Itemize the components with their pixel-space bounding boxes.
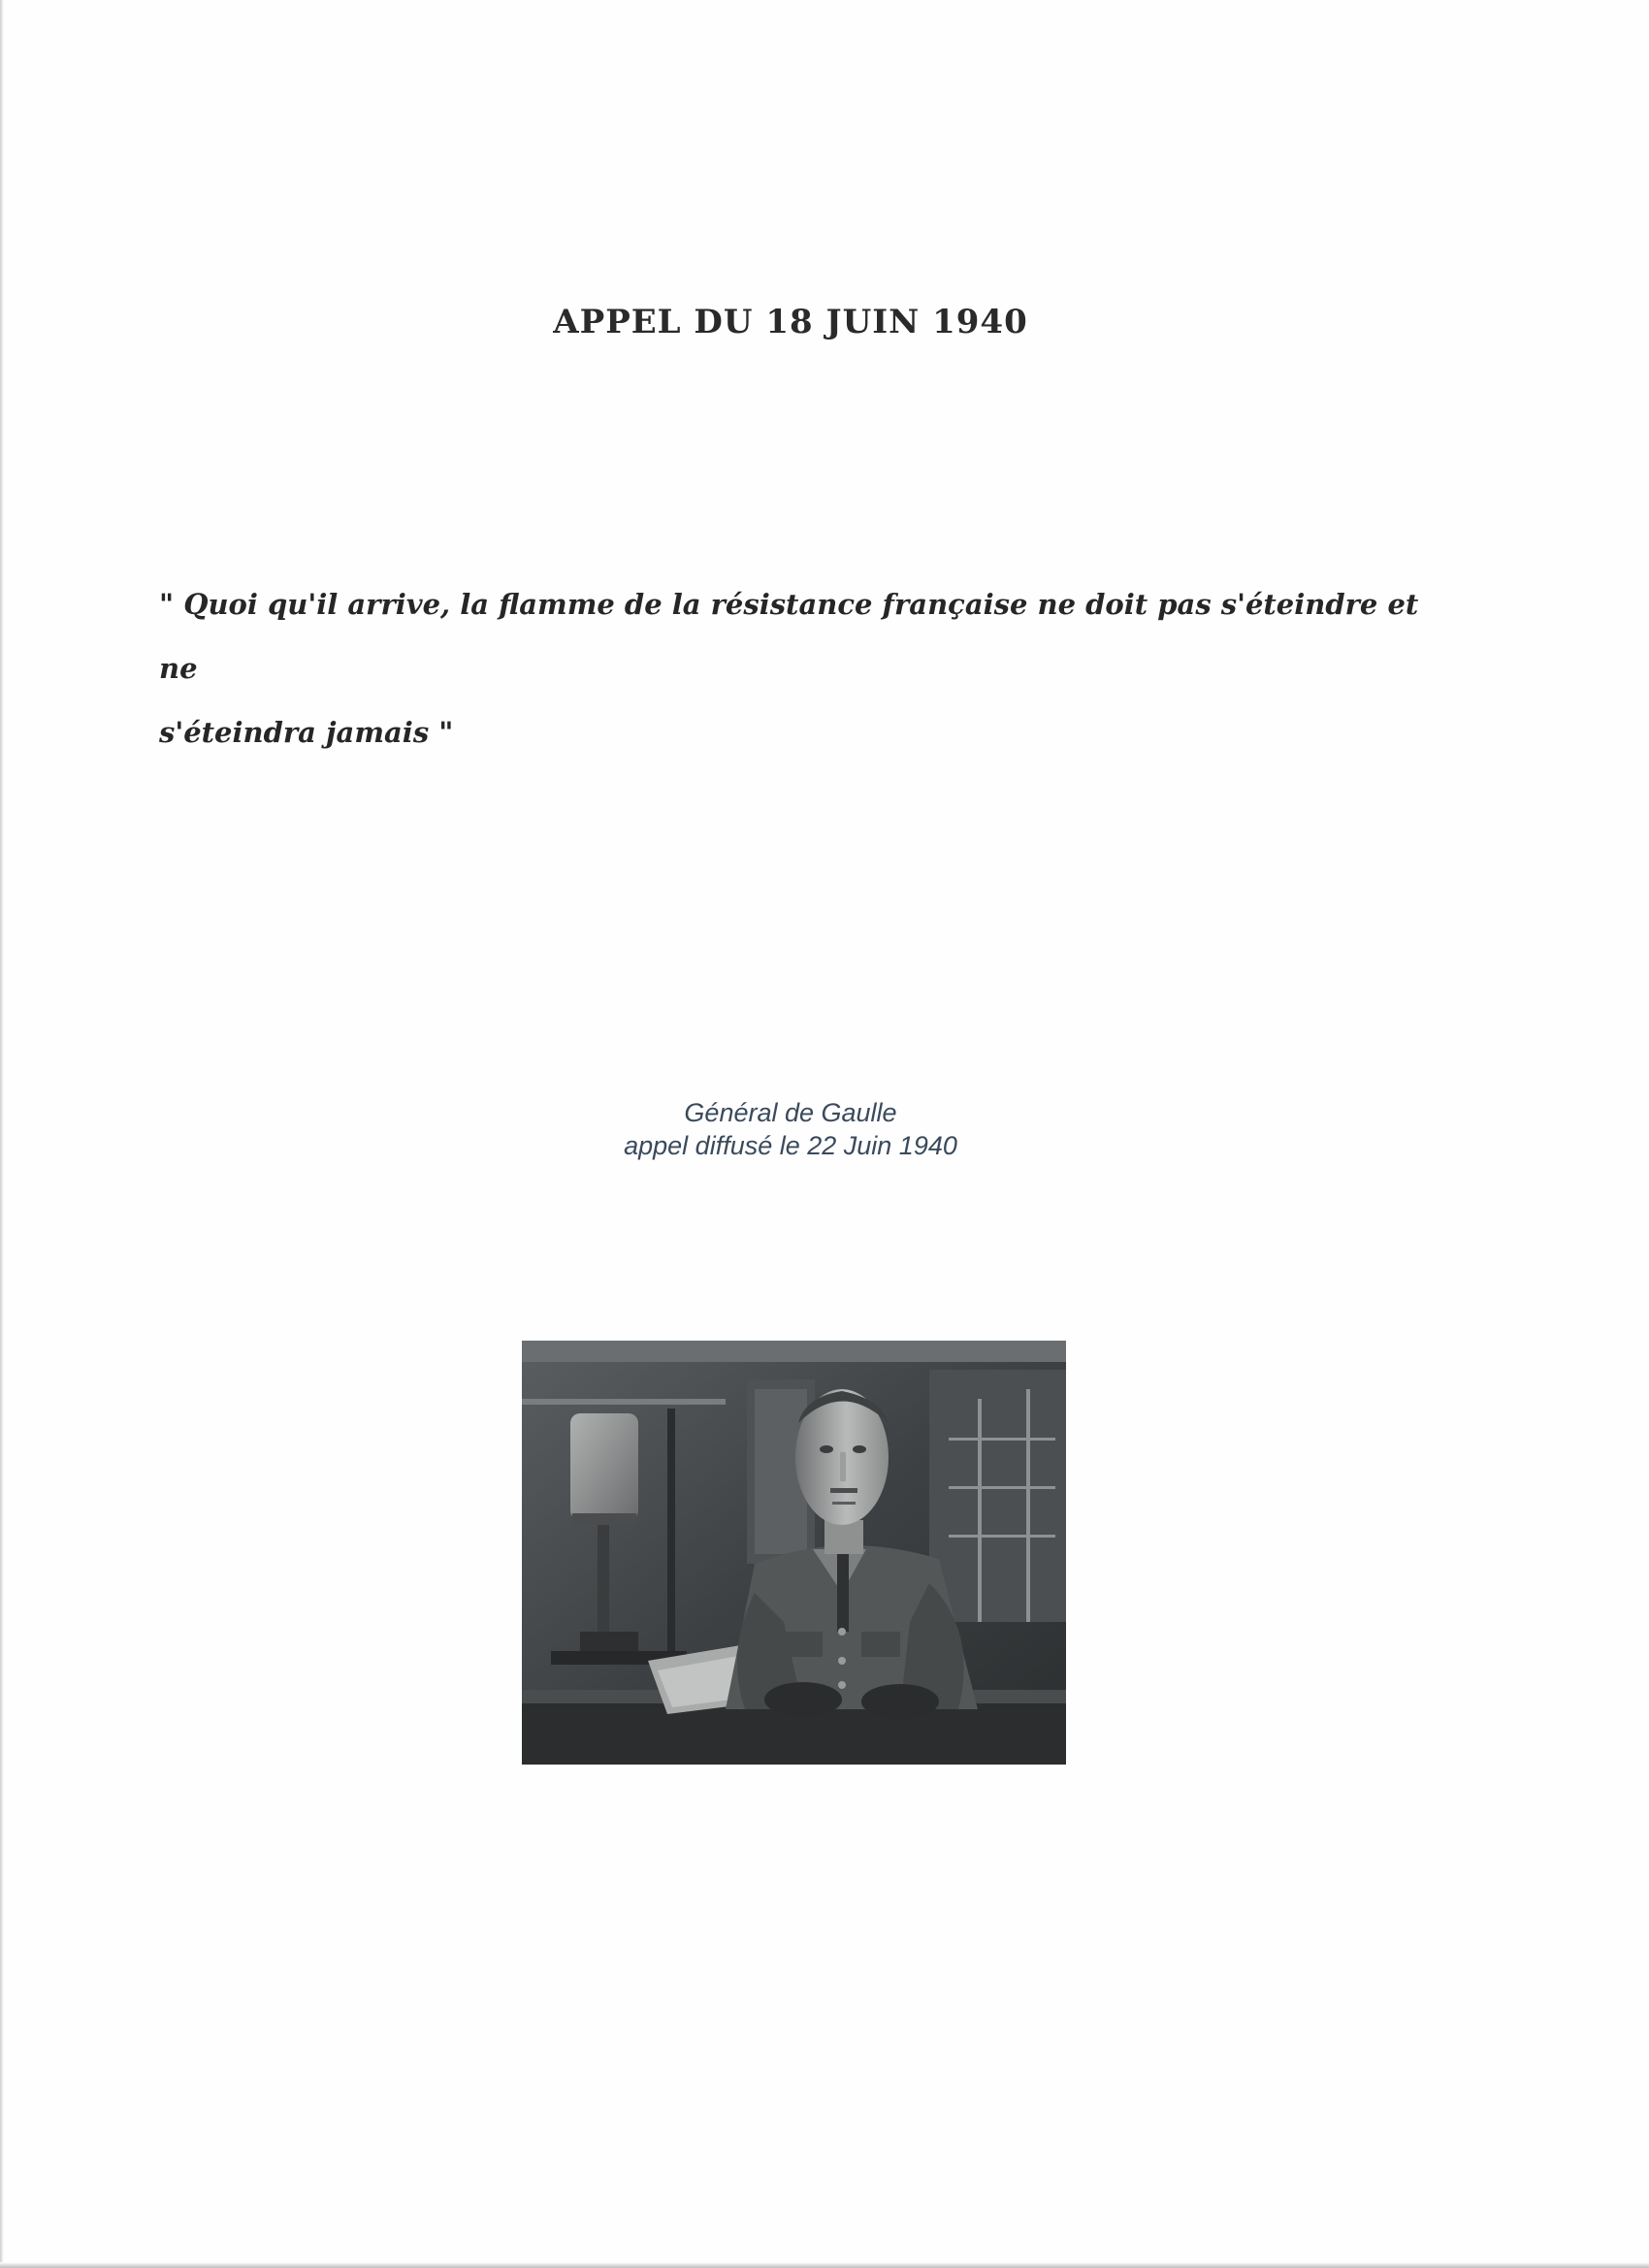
attribution-author: Général de Gaulle bbox=[684, 1098, 897, 1127]
page-title: APPEL DU 18 JUIN 1940 bbox=[553, 303, 1028, 341]
quote-line-2: s'éteindra jamais " bbox=[159, 716, 454, 749]
quote-block bbox=[159, 572, 1420, 764]
portrait-photo bbox=[522, 1341, 1066, 1765]
portrait-photo-illustration bbox=[522, 1341, 1066, 1765]
attribution-note: appel diffusé le 22 Juin 1940 bbox=[624, 1131, 957, 1160]
quote-line-1: " Quoi qu'il arrive, la flamme de la résistance française ne doit pas s'éteindre et ne bbox=[159, 588, 1419, 685]
attribution-block bbox=[0, 1096, 1581, 1162]
scan-edge-bottom bbox=[0, 2262, 1649, 2268]
